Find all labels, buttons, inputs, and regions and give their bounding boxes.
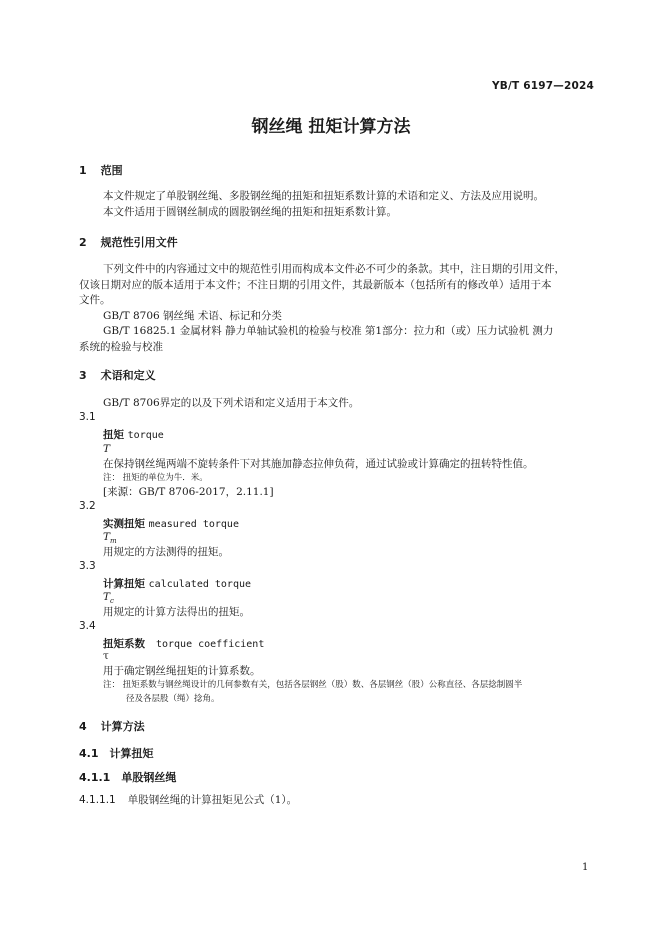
section-4-heading (79, 718, 145, 734)
term-symbol: T (103, 443, 111, 455)
clause-number: 3.4 (79, 620, 96, 632)
section-number: 1 (79, 164, 87, 177)
paragraph: 下列文件中的内容通过文中的规范性引用而构成本文件必不可少的条款。其中，注日期的引用文件， (103, 263, 565, 275)
paragraph: 本文件适用于圆钢丝制成的圆股钢丝绳的扭矩和扭矩系数计算。 (103, 206, 397, 218)
term-torque: 扭矩 torque (103, 429, 164, 441)
section-3-heading (79, 367, 156, 383)
term-calculated-torque: 计算扭矩 calculated torque (103, 578, 252, 590)
paragraph: 仅该日期对应的版本适用于本文件；不注日期的引用文件，其最新版本（包括所有的修改单）适用于本 (79, 279, 552, 291)
section-1-heading (79, 162, 123, 178)
term-symbol: $T_m$ (103, 531, 117, 546)
standard-number: YB/T 6197—2024 (491, 80, 594, 92)
paragraph: 本文件规定了单股钢丝绳、多股钢丝绳的扭矩和扭矩系数计算的术语和定义、方法及应用说明。 (103, 190, 544, 202)
reference-item: GB/T 8706 钢丝绳 术语、标记和分类 (103, 310, 282, 322)
document-title: 钢丝绳 扭矩计算方法 (251, 117, 411, 137)
term-note: 径及各层股（绳）捻角。 (126, 694, 220, 704)
term-symbol: τ (103, 650, 109, 662)
term-definition: 用规定的方法测得的扭矩。 (103, 546, 229, 558)
term-source: [来源：GB/T 8706-2017，2.11.1] (103, 486, 274, 498)
clause-4-1-1-1: 4.1.1.1 单股钢丝绳的计算扭矩见公式（1）。 (79, 794, 298, 806)
subsection-4-1-heading: 4.1 计算扭矩 (79, 747, 154, 760)
paragraph: GB/T 8706界定的以及下列术语和定义适用于本文件。 (103, 397, 360, 409)
reference-item: GB/T 16825.1 金属材料 静力单轴试验机的检验与校准 第1部分：拉力和（或）压力试验机 测力 (103, 325, 554, 337)
term-definition: 用规定的计算方法得出的扭矩。 (103, 606, 250, 618)
section-title: 范围 (100, 164, 123, 177)
clause-number: 3.3 (79, 560, 96, 572)
section-title: 术语和定义 (100, 369, 156, 382)
term-symbol: $T_c$ (103, 591, 114, 606)
clause-number: 3.1 (79, 411, 96, 423)
section-number: 3 (79, 369, 87, 382)
clause-number: 3.2 (79, 500, 96, 512)
term-measured-torque: 实测扭矩 measured torque (103, 518, 239, 530)
subsection-4-1-1-heading: 4.1.1 单股钢丝绳 (79, 771, 177, 784)
page-number: 1 (582, 862, 589, 873)
section-title: 规范性引用文件 (100, 236, 178, 249)
section-title: 计算方法 (100, 720, 145, 733)
section-number: 4 (79, 720, 87, 733)
section-2-heading (79, 234, 178, 250)
term-note: 注： 扭矩的单位为牛．米。 (103, 473, 208, 483)
term-torque-coefficient: 扭矩系数 torque coefficient (103, 638, 265, 650)
term-definition: 用于确定钢丝绳扭矩的计算系数。 (103, 665, 261, 677)
paragraph: 文件。 (79, 294, 111, 306)
term-definition: 在保持钢丝绳两端不旋转条件下对其施加静态拉伸负荷，通过试验或计算确定的扭转特性值。 (103, 458, 534, 470)
term-note: 注： 扭矩系数与钢丝绳设计的几何参数有关，包括各层钢丝（股）数、各层钢丝（股）公称直径、各层捻制圆半 (103, 680, 523, 690)
reference-item: 系统的检验与校准 (79, 341, 163, 353)
section-number: 2 (79, 236, 87, 249)
